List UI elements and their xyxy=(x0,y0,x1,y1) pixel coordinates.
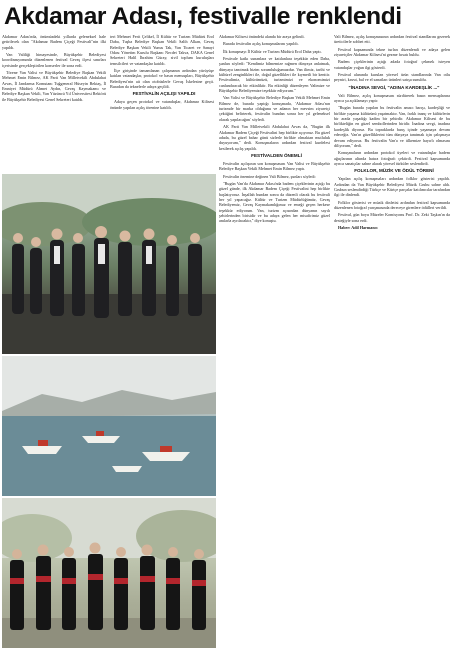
paragraph: Festivalin önemine değinen Vali Bilmez, şunları söyledi: xyxy=(223,173,316,179)
paragraph: Festivale katkı sunanlara ve katılanlara teşekkür eden Daba, şunları söyledi: "Kendimiz bilmemize rağmen dünyaya anlatmak, dünyaya tanıtmak bizim sorumluluğumuzdur. Van ilimiz, tarihi ve kültürel zenginlikleri ile, doğal güzellikleri ile kıymetli bir kenttir. Festivalimiz, kültürümüzü, turizmimizi ve ekonomimizi canlandıracak bir etkinliktir. Bu etkinliği düzenleyen Valimize ve Büyükşehir Belediyemize teşekkür ediyorum." xyxy=(219,56,330,94)
subheading: FOLKLOR, MÜZİK VE ÖDÜL TÖRENİ xyxy=(354,168,434,174)
photo-procession xyxy=(2,174,216,354)
paragraph: Vali Bilmez, açılış konuşmasını sürdürerek basın mensuplarına ayrıca şu açıklamayı yaptı: xyxy=(334,92,450,104)
article-column-4 xyxy=(334,34,450,634)
paragraph: "Bugün burada yapılan bu festivalin amacı barışı, kardeşliği ve birlikte yaşama kültürünü yaşatmaktır. Van, farklı inanç ve kültürlerin bir arada yaşadığı kadim bir şehirdir. Akdamar Kilisesi de bu birlikteliğin en güzel sembollerinden biridir. İnadına sevgi, inadına kardeşlik diyoruz. Bu topraklarda barış içinde yaşamaya devam edeceğiz. Van'ın güzelliklerini tüm dünyaya tanıtmak için çalışmaya devam ediyoruz. Bu festivalin Van'a ve ülkemize hayırlı olmasını diliyorum," dedi. xyxy=(334,105,450,148)
paragraph: İlk konuşmayı İl Kültür ve Turizm Müdürü Erol Daba yaptı. xyxy=(223,48,322,54)
byline: Haber: Adil Harmancı xyxy=(338,224,378,230)
paragraph: "Bugün Van'da Akdamar Adası'nda badem çiçeklerinin açtığı bu güzel günde, ilk Akdamar Badem Çiçeği Festivalini hep birlikte başlatıyoruz. İnşallah bundan sonra da düzenli olarak bu festivali her yıl yapacağız. Kültür ve Turizm Müdürlüğümüz, Gevaş Belediyemiz, Gevaş Kaymakamlığımız ve emeği geçen herkese teşekkür ediyorum. Van, turizm açısından dünyanın sayılı şehirlerinden birisidir ve bu adaya gelen her misafirimiz güzel anılarla ayrılacaktır," diye konuştu. xyxy=(219,180,330,224)
paragraph: Törene Van Valisi ve Büyükşehir Belediye Başkan Vekili Mehmet Emin Bilmez, AK Parti Van Milletvekili Abdulahat Arvas, İl Jandarma Komutanı Tuğgeneral Hüseyin Bektaş, İl Emniyet Müdürü Ahmet Aydın, Gevaş Kaymakamı ve Belediye Başkan Vekili, Van Yüzüncü Yıl Üniversitesi Rektörü ile Büyükşehir Belediyesi Genel Sekreteri katıldı. xyxy=(2,70,106,102)
paragraph: Festivalin açılışının son konuşmasını Van Valisi ve Büyükşehir Belediye Başkan Vekili Mehmet Emin Bilmez yaptı. xyxy=(219,160,330,172)
photo-lake-boats-art xyxy=(2,356,216,496)
photo-folk-dancers-art xyxy=(2,498,216,648)
photo-folk-dancers xyxy=(2,498,216,648)
article-column-1 xyxy=(2,34,106,172)
headline: Akdamar Adası, festivalle renklendi xyxy=(4,3,402,30)
paragraph: Konuşmaların ardından protokol üyeleri ve vatandaşlar badem ağaçlarının altında hatıra fotoğrafı çektirdi. Festival kapsamında ayrıca sanatçılar sahne alarak yöresel türküler seslendirdi. xyxy=(334,150,450,166)
paragraph: İlçe girişinde tamamlanan çalışmanın ardından yürüyüşe katılan vatandaşlar, protokol ve basın mensupları, Büyükşehir Belediyesi'nin ait olan otobüslerle Gevaş İskelesine geçti. Buradan da teknelerle adaya geçildi. xyxy=(110,68,214,90)
photo-procession-art xyxy=(2,174,216,354)
article-column-3 xyxy=(219,34,330,634)
paragraph: Yapılan açılış konuşmaları ardından folklor gösterisi yapıldı. Ardından da Van Büyükşehir Belediyesi Müzik Grubu sahne aldı. Grubun seslendirdiği Türkçe ve Kürtçe parçalar katılımcılar tarafından ilgi ile dinlendi. xyxy=(334,176,450,198)
paragraph: Van Valisi ve Büyükşehir Belediye Başkan Vekili Mehmet Emin Bilmez de, burada yaptığı konuşmada, 'Akdamar Adası'nın turizmde bir marka olduğunu ve adanın her mevsim ziyaretçi çektiğini belirterek, festivalin bundan sonra her yıl geleneksel olarak yapılacağını' söyledi. xyxy=(219,95,330,122)
paragraph: Festival alanında kurulan yöresel ürün standlarında Van otlu peyniri, kavut, bal ve el sanatları ürünleri satışa sunuldu. xyxy=(334,72,450,83)
paragraph: Festival kapsamında tekne turları düzenlendi ve adaya gelen ziyaretçiler Akdamar Kilisesi'ni gezme fırsatı buldu. xyxy=(334,46,450,58)
paragraph: Adaya geçen protokol ve vatandaşlar, Akdamar Kilisesi önünde yapılan açılış törenine katıldı. xyxy=(110,99,214,110)
paragraph: AK Parti Van Milletvekili Abdulahat Arvas da, "Bugün ilk Akdamar Badem Çiçeği Festivalini hep birlikte açıyoruz. Bu güzel adada, bu güzel bahar günü sizlerle birlikte olmaktan mutluluk duyuyorum," dedi. Konuşmaların ardından festival kurdelesi kesilerek açılış yapıldı. xyxy=(219,124,330,151)
paragraph: Vali Bilmez, açılış konuşmasının ardından festival standlarını gezerek üreticilerle sohbet etti. xyxy=(334,34,450,45)
paragraph: teri Mehmet Ferit Çelikel, İl Kültür ve Turizm Müdürü Erol Daba, Tuşba Belediye Başkan Vekili Salih Alkan, Gevaş Belediye Başkan Vekili Yunus Tak, Van Ticaret ve Sanayi Odası Yönetim Kurulu Başkanı Necdet Takva, DAKA Genel Sekreteri Halil İbrahim Güray, sivil toplum kuruluşları temsilcileri ve vatandaşlar katıldı. xyxy=(110,34,214,66)
paragraph: Festival, gün boyu Müzeler Komisyonu Prof. Dr. Zeki Taşkın'ın da desteğiyle sona erdi. xyxy=(334,212,450,223)
paragraph: Akdamar Adası'nda, önümüzdeki yıllarda geleneksel hale getirilecek olan "Akdamar Badem Çiçeği Festivali"nin ilki yapıldı. xyxy=(2,34,106,50)
photo-lake-boats xyxy=(2,356,216,496)
paragraph: Folklor gösterisi ve müzik dinletisi ardından festival kapsamında düzenlenen fotoğraf yarışmasında dereceye girenlere ödülleri verildi. xyxy=(334,199,450,210)
subheading: FESTİVALDEN ÖNEMLİ xyxy=(251,152,302,158)
subheading: FESTİVALİN AÇILIŞI YAPILDI xyxy=(132,91,196,97)
paragraph: Badem çiçeklerinin açtığı adada fotoğraf çekmek isteyen vatandaşlar yoğun ilgi gösterdi. xyxy=(334,59,450,70)
article-column-2 xyxy=(110,34,214,172)
subheading: "İNADINA SEVGİ, "ADINA KARDEŞLİK ..." xyxy=(348,84,440,90)
paragraph: Akdamar Kilisesi önündeki alanda bir araya gelindi. xyxy=(219,34,305,39)
paragraph: Van Valiliği himayesinde, Büyükşehir Belediyesi koordinasyonunda düzenlenen festival Gevaş ilçesi sınırları içerisinde gerçekleştirilen konserler ile sona erdi. xyxy=(2,52,106,68)
paragraph: Burada festivalin açılış konuşmalarını yapıldı. xyxy=(223,41,299,47)
